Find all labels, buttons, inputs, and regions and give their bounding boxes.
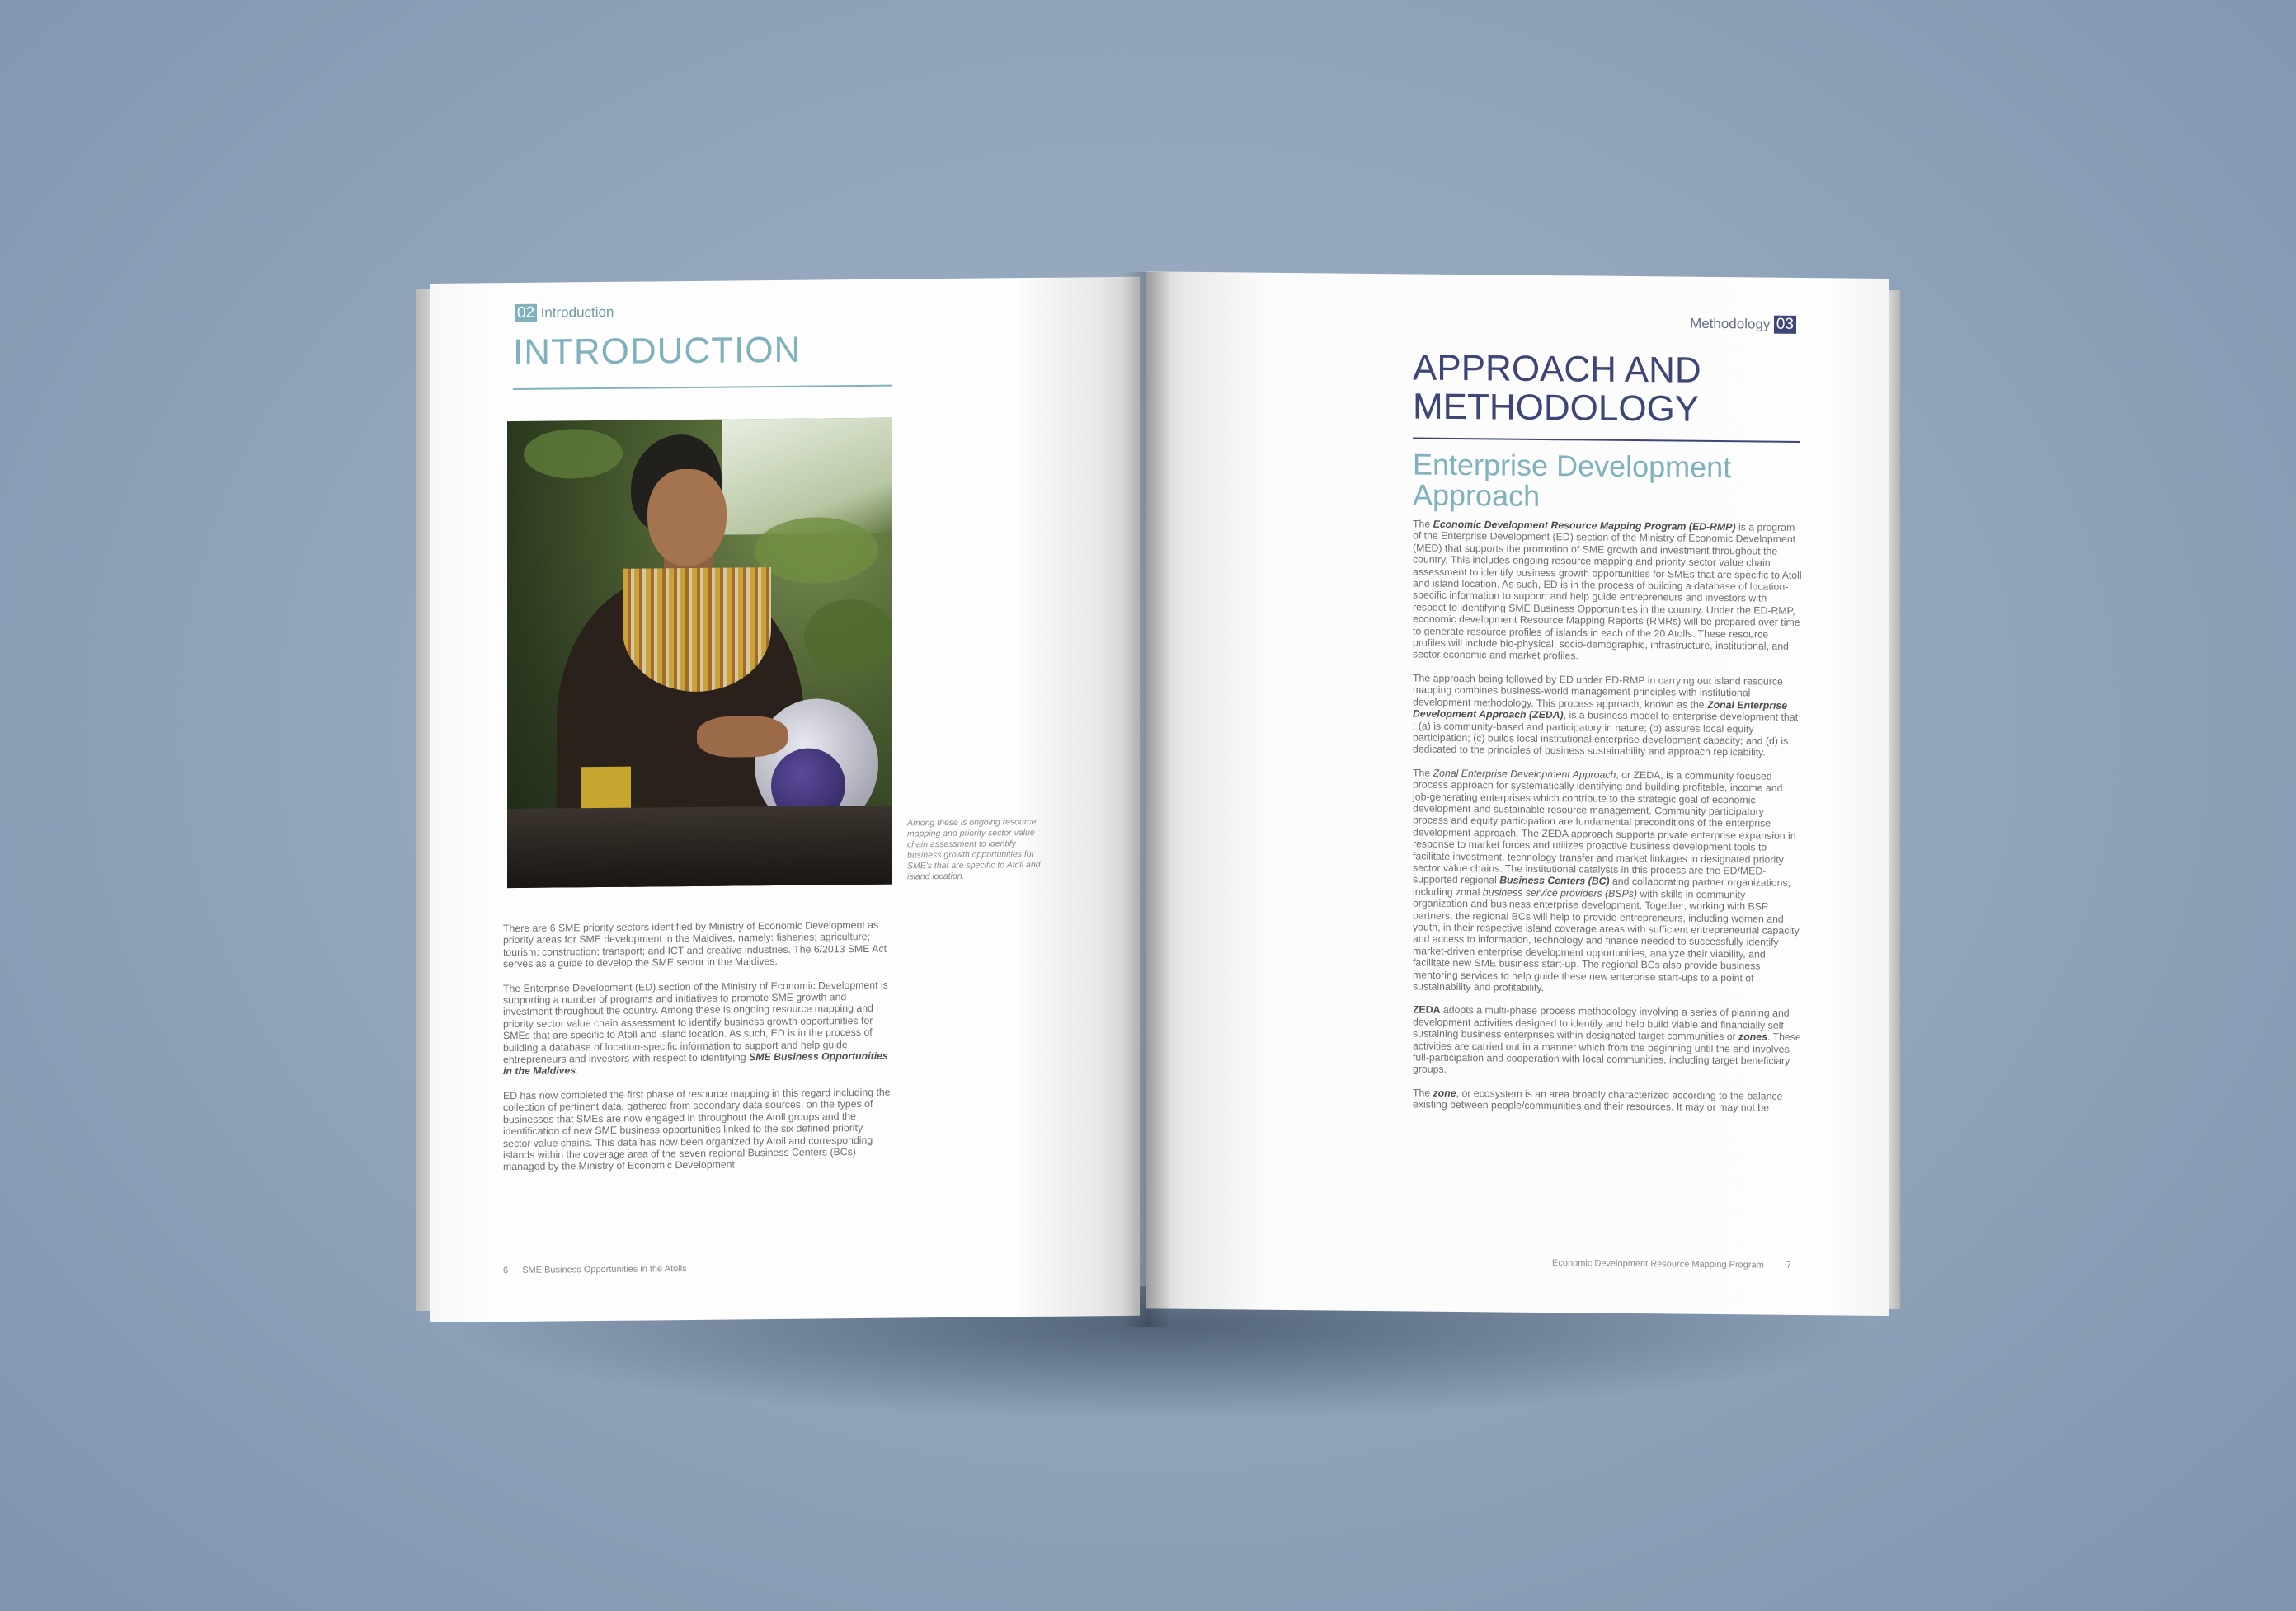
chapter-header-left: [515, 303, 614, 322]
woman-weaving-photo: [507, 418, 892, 888]
footer-left: [503, 1264, 687, 1275]
chapter-header-right: [1690, 315, 1796, 334]
left-page: [430, 277, 1140, 1322]
photo-leaf: [524, 429, 623, 479]
chapter-label: Introduction: [540, 303, 614, 321]
photo-figure-face: [647, 469, 727, 567]
emphasis-text: Economic Development Resource Mapping Program (ED-RMP): [1433, 518, 1736, 533]
emphasis-text: Zonal Enterprise Development Approach (ZEDA): [1413, 698, 1788, 721]
emphasis-text: Zonal Enterprise Development Approach: [1433, 767, 1616, 781]
intro-body-text: [503, 919, 891, 1186]
methodology-paragraph: The Zonal Enterprise Development Approach, or ZEDA, is a community focused process approach for systematically identifying and building profitable, income and job-generating enterprises which contribute to the strategic goal of economic development and sustainable resource management. Community participatory process and equity participation are fundamental preconditions of the enterprise development approach. The ZEDA approach supports private enterprise expansion in response to market forces and utilizes proactive business development tools to facilitate investment, technology transfer and market linkages in designated priority sector value chains. The institutional catalysts in this process are the ED/MED-supported regional Business Centers (BC) and collaborating partner organizations, including zonal business service providers (BSPs) with skills in community organization and business enterprise development. Together, working with BSP partners, the regional BCs will help to provide entrepreneurs, including women and youth, in their respective island coverage areas with sufficient entrepreneurial capacity and access to information, technology and finance needed to successfully identify market-driven enterprise development opportunities, analyze their viability, and facilitate new SME business start-up. The regional BCs also provide business mentoring services to help guide these new enterprise start-ups to a point of sustainability and profitability.: [1413, 767, 1800, 994]
page-number: 7: [1786, 1260, 1791, 1270]
book-gutter-shadow: [1122, 272, 1171, 1327]
page-number: 6: [503, 1266, 509, 1276]
emphasis-text: business service providers (BSPs): [1482, 886, 1638, 899]
photo-leaf: [755, 517, 878, 584]
emphasis-text: Business Centers (BC): [1499, 874, 1610, 888]
emphasis-text: zones: [1738, 1031, 1767, 1043]
running-footer: Economic Development Resource Mapping Program: [1552, 1258, 1764, 1270]
chapter-label: Methodology: [1690, 315, 1771, 332]
methodology-body-text: [1413, 518, 1802, 1125]
methodology-paragraph: The Economic Development Resource Mapping Program (ED-RMP) is a program of the Enterprise Development (ED) section of the Ministry of Economic Development (MED) that supports the promotion of SME growth and investment throughout the country. This includes ongoing resource mapping and priority sector value chain assessment to identify business growth opportunities for SMEs that are specific to Atoll and island location. As such, ED is in the process of building a database of location-specific information to support and help guide entrepreneurs and investors with respect to identifying SME Business Opportunities in the country. Under the ED-RMP, economic development Resource Mapping Reports (RMRs) will be prepared over time to generate resource profiles of islands in each of the 20 Atolls. These resource profiles will include bio-physical, socio-demographic, infrastructure, institutional, and sector economic and market profiles.: [1413, 518, 1802, 662]
emphasis-text: ZEDA: [1413, 1003, 1441, 1017]
methodology-paragraph: The approach being followed by ED under ED-RMP in carrying out island resource mapping combines business-world management principles with institutional development methodology. This process approach, known as the Zonal Enterprise Development Approach (ZEDA), is a business model to enterprise development that : (a) is community-based and participatory in nature; (b) assures local equity participation; (c) builds local institutional enterprise development capacity; and (d) is dedicated to the principles of business sustainability and approach replicability.: [1413, 672, 1799, 759]
emphasis-text: zone: [1433, 1087, 1456, 1099]
emphasis-text: SME Business Opportunities in the Maldives: [503, 1050, 888, 1078]
running-footer: SME Business Opportunities in the Atolls: [522, 1264, 687, 1275]
photo-leaf: [804, 599, 892, 674]
title-divider: [1413, 437, 1800, 443]
intro-paragraph: There are 6 SME priority sectors identified by Ministry of Economic Development as priority areas for SME development in the Maldives, namely: fisheries; agriculture; tourism; construction; transport; and ICT and creative industries. The 6/2013 SME Act serves as a guide to develop the SME sector in the Maldives.: [503, 918, 887, 970]
chapter-number-badge: 02: [515, 304, 537, 322]
intro-paragraph: The Enterprise Development (ED) section of the Ministry of Economic Development is supporting a number of programs and initiatives to promote SME growth and investment throughout the country. Among these is ongoing resource mapping and priority sector value chain assessment to identify business growth opportunities for SMEs that are specific to Atoll and island location. As such, ED is in the process of building a database of location-specific information to support and help guide entrepreneurs and investors with respect to identifying SME Business Opportunities in the Maldives.: [503, 979, 888, 1078]
right-page-stack-edge: [1887, 290, 1900, 1309]
right-page: [1146, 271, 1889, 1316]
methodology-paragraph: ZEDA adopts a multi-phase process methodology involving a series of planning and development activities designed to identify and help build viable and financially self-sustaining business enterprises within designated target communities or zones. These activities are carried out in a manner which from the beginning until the end involves full-participation and cooperation with local communities, including target beneficiary groups.: [1413, 1003, 1801, 1076]
photo-figure-hands: [697, 716, 788, 758]
title-divider: [513, 385, 892, 390]
intro-paragraph: ED has now completed the first phase of resource mapping in this regard including the collection of pertinent data, gathered from secondary data sources, on the types of businesses that SMEs are now engaged in throughout the Atoll groups and the identification of new SME business opportunities linked to the six defined priority sector value chains. This data has now been organized by Atoll and corresponding islands within the coverage area of the seven regional Business Centers (BCs) managed by the Ministry of Economic Development.: [503, 1086, 891, 1173]
footer-right: [1552, 1258, 1791, 1270]
methodology-paragraph: The zone, or ecosystem is an area broadly characterized according to the balance existing between people/communities and their resources. It may or may not be: [1413, 1087, 1783, 1114]
section-subtitle: Enterprise Development Approach: [1413, 447, 1732, 513]
page-title: INTRODUCTION: [513, 329, 802, 373]
chapter-number-badge: 03: [1774, 316, 1796, 334]
photo-lap: [507, 806, 892, 888]
page-title: APPROACH AND METHODOLOGY: [1413, 347, 1701, 430]
photo-caption: Among these is ongoing resource mapping and priority sector value chain assessment to identify business growth opportunities for SME's that are specific to Atoll and island location.: [907, 816, 1041, 882]
